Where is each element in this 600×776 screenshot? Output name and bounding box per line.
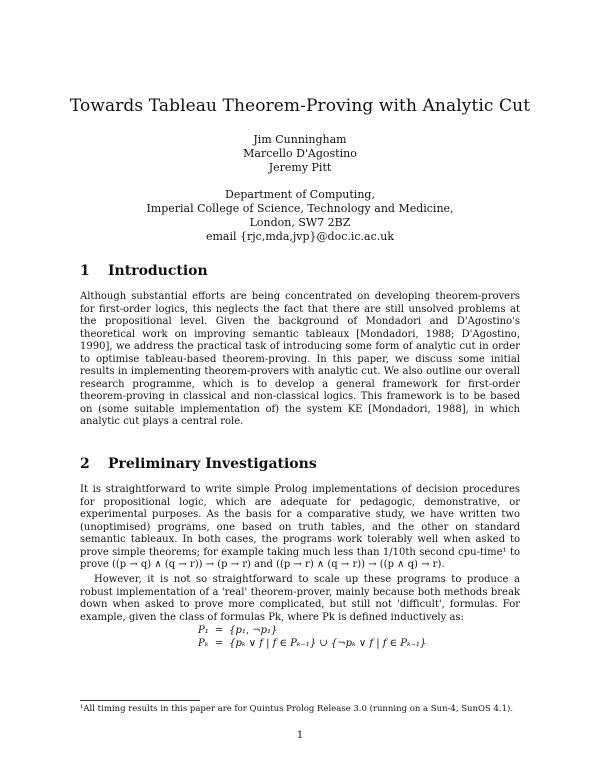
formula-row xyxy=(198,624,432,637)
affiliation-line: Imperial College of Science, Technology and Medicine, xyxy=(146,202,454,215)
formula-lhs: P₁ xyxy=(198,625,209,636)
author-name: Jeremy Pitt xyxy=(268,161,332,174)
section-heading-introduction xyxy=(80,263,208,279)
formula-rhs: {pₖ ∨ f | f ∈ Pₖ₋₁} ∪ {¬pₖ ∨ f | f ∈ Pₖ₋₁} xyxy=(229,638,427,649)
formula-definition xyxy=(198,624,432,650)
affiliation-line: Department of Computing, xyxy=(225,188,375,201)
author-list xyxy=(0,133,600,175)
intro-paragraph: Although substantial efforts are being concentrated on developing theorem-provers for first-order logics, this neglects the fact that there are still unsolved problems at the propositional level. Given the background of Mondadori and D'Agostino's theoretical work on improving semantic tableaux [Mondadori, 1988; D'Agostino, 1990], we address the practical task of introducing some form of analytic cut in order to optimise tableau-based theorem-proving. In this paper, we discuss some initial results in implementing theorem-provers with analytic cut. We also outline our overall research programme, which is to develop a general framework for first-order theorem-proving in classical and non-classical logics. This framework is to be based on (some suitable implementation of) the system KE [Mondadori, 1988], in which analytic cut plays a central role. xyxy=(80,291,520,427)
footnote-rule xyxy=(80,700,200,701)
page-number: 1 xyxy=(296,730,304,741)
section-title: Introduction xyxy=(108,263,208,279)
section-title: Preliminary Investigations xyxy=(108,456,317,472)
formula-eq: = xyxy=(214,625,224,636)
author-name: Marcello D'Agostino xyxy=(243,147,357,160)
affiliation xyxy=(0,188,600,244)
affiliation-line: London, SW7 2BZ xyxy=(249,216,351,229)
footnote: ¹All timing results in this paper are for Quintus Prolog Release 3.0 (running on a Sun-4, SunOS 4.1). xyxy=(80,704,514,714)
formula-lhs: Pₖ xyxy=(198,638,209,649)
paper-title: Towards Tableau Theorem-Proving with Analytic Cut xyxy=(69,96,531,116)
formula-rhs: {p₁, ¬p₁} xyxy=(229,625,278,636)
prelim-paragraph-2: However, it is not so straightforward to scale up these programs to produce a robust implementation of a 'real' theorem-prover, mainly because both methods break down when asked to prove more complicated, but still not 'difficult', formulas. For example, given the class of formulas Pk, where Pk is defined inductively as: xyxy=(80,574,520,623)
prelim-paragraph-1: It is straightforward to write simple Prolog implementations of decision procedures for propositional logic, which are adequate for pedagogic, demonstrative, or experimental purposes. As the basis for a comparative study, we have written two (unoptimised) programs, one based on truth tables, and the other on standard semantic tableaux. In both cases, the programs work tolerably well when asked to prove simple theorems; for example taking much less than 1/10th second cpu-time¹ to prove ((p → q) ∧ (q → r)) → (p → r) and ((p → r) ∧ (q → r)) → ((p ∧ q) → r). xyxy=(80,484,520,570)
email-line: email {rjc,mda,jvp}@doc.ic.ac.uk xyxy=(205,230,394,243)
formula-eq: = xyxy=(214,638,224,649)
section-heading-preliminary xyxy=(80,456,317,472)
formula-row xyxy=(198,637,432,650)
section-number: 1 xyxy=(80,263,90,279)
author-name: Jim Cunningham xyxy=(253,133,347,146)
section-number: 2 xyxy=(80,456,90,472)
